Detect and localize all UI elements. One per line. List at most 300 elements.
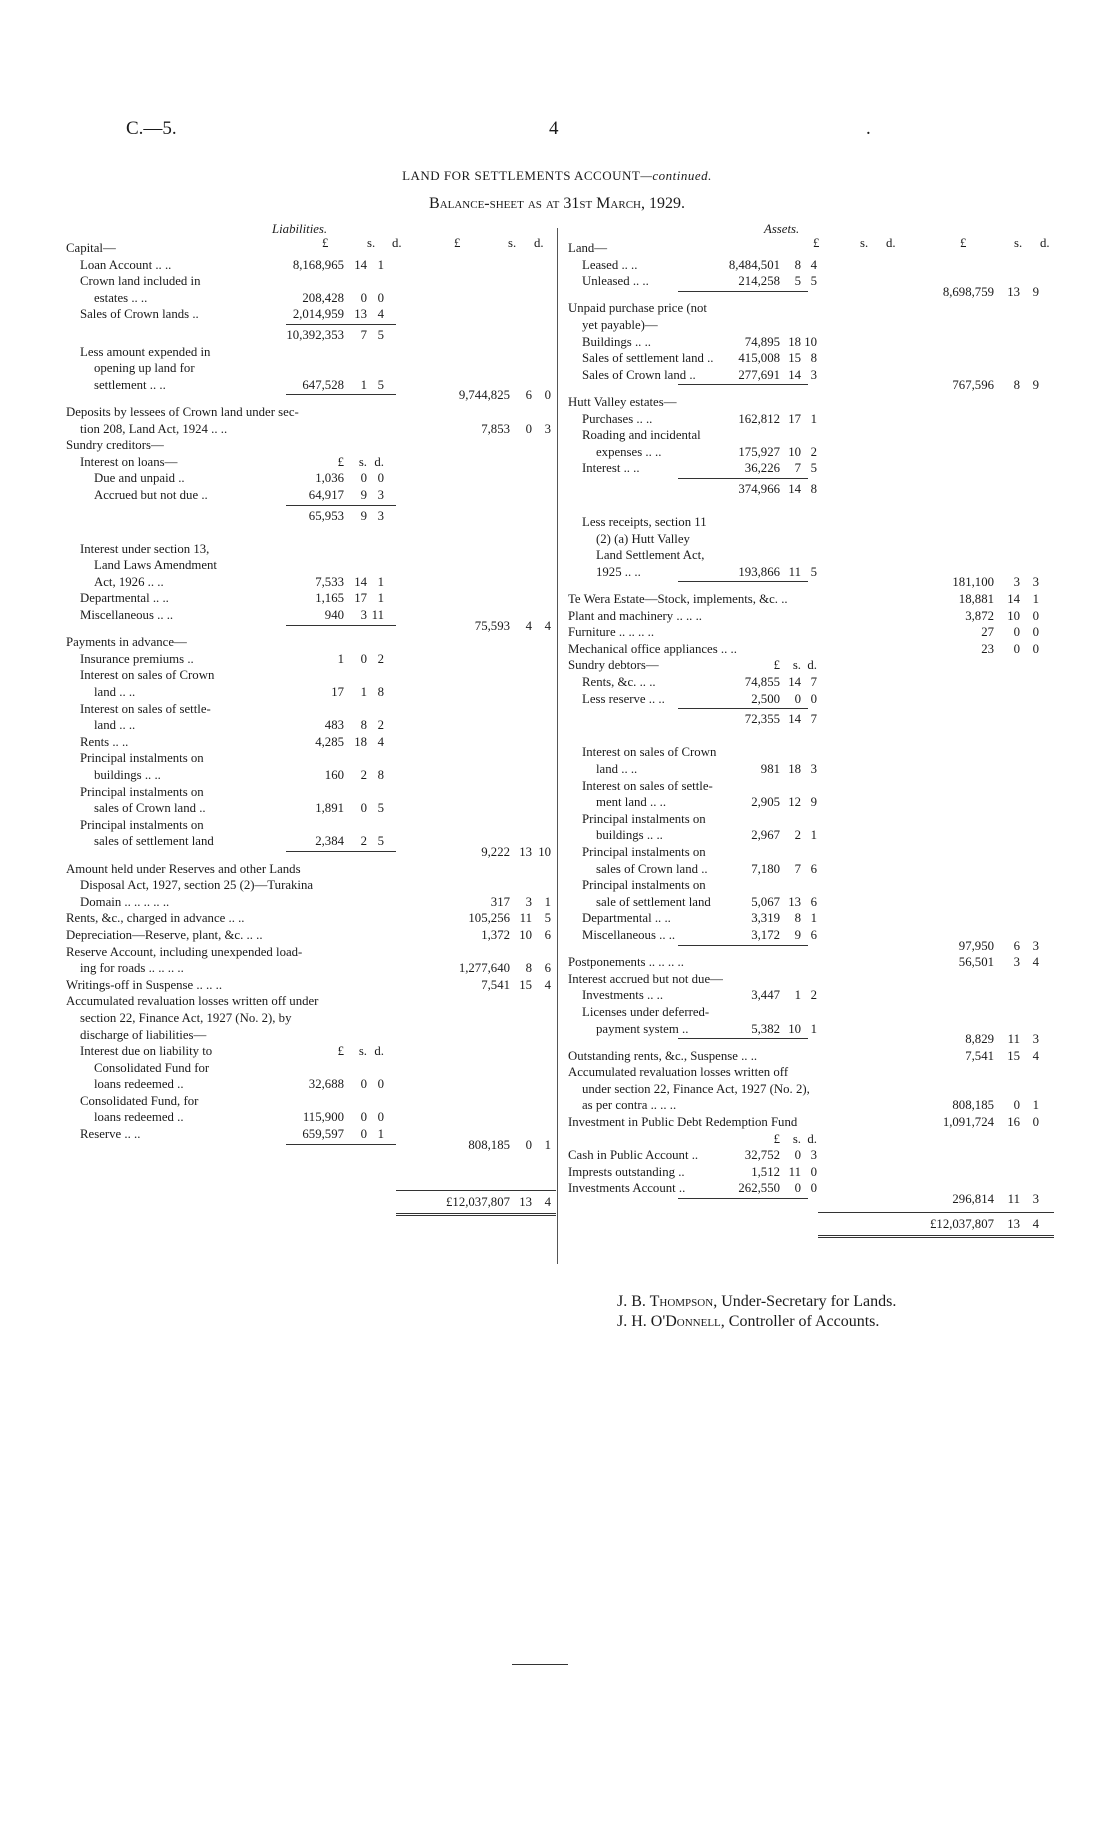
leader-dots: .. .. <box>621 564 641 579</box>
ledger-row <box>66 894 551 911</box>
inner-amount-pounds: 160 <box>324 768 344 782</box>
inner-amount-pence: 3 <box>810 762 817 776</box>
total-amount-pounds: 9,222 <box>481 844 510 859</box>
inner-amount-shillings: 13 <box>354 307 367 322</box>
inner-amount-pounds: 659,597 <box>302 1127 344 1142</box>
ledger-row <box>66 1170 546 1187</box>
row-label: Sales of Crown lands .. <box>80 307 199 322</box>
row-label: Imprests outstanding .. <box>568 1164 685 1179</box>
grand-total-amount-pence: 4 <box>544 1195 551 1210</box>
row-label: Disposal Act, 1927, section 25 (2)—Turakina <box>80 878 314 893</box>
ledger-row <box>568 300 1054 317</box>
total-amount-shillings: 0 <box>1013 1098 1020 1113</box>
ledger-row <box>66 701 546 718</box>
inner-amount-pence: 8 <box>377 768 384 782</box>
inner-amount-pence: 3 <box>810 1148 817 1163</box>
ledger-row <box>568 894 1054 911</box>
row-label: Rents .. .. <box>80 734 129 749</box>
total-amount-shillings: 13 <box>1007 284 1020 299</box>
ledger-row <box>568 794 1054 811</box>
inner-currency-head-shillings: s. <box>792 658 801 673</box>
ledger-row <box>66 960 551 977</box>
row-label: section 22, Finance Act, 1927 (No. 2), by <box>80 1010 292 1025</box>
ledger-row <box>568 257 1054 274</box>
inner-amount-pence: 6 <box>810 894 817 909</box>
total-amount-pounds: 23 <box>981 641 994 656</box>
inner-amount-shillings: 3 <box>360 608 367 623</box>
ledger-row <box>66 290 546 307</box>
total-amount-shillings: 16 <box>1007 1115 1020 1130</box>
row-label: Principal instalments on <box>80 817 204 832</box>
inner-amount-pounds: 64,917 <box>308 487 344 502</box>
footer-rule <box>512 1664 568 1665</box>
ledger-row <box>66 1153 546 1170</box>
leader-dots: .. <box>198 487 208 502</box>
ledger-row <box>66 977 551 994</box>
total-amount-pence: 0 <box>1032 1115 1039 1130</box>
inner-amount-pounds: 1,036 <box>315 471 344 486</box>
ah-b-s: s. <box>1014 236 1023 250</box>
ledger-row <box>568 1131 1054 1148</box>
ledger-row <box>66 784 546 801</box>
ledger-row <box>568 1147 1054 1164</box>
leader-dots: .. <box>173 1110 184 1125</box>
inner-amount-pence: 5 <box>377 327 384 342</box>
inner-amount-shillings: 12 <box>788 795 801 810</box>
inner-amount-pounds: 415,008 <box>738 351 780 366</box>
ledger-row <box>66 404 546 421</box>
ledger-row <box>568 744 1054 761</box>
inner-amount-shillings: 8 <box>794 257 801 272</box>
ledger-row <box>568 608 1054 625</box>
inner-amount-shillings: 11 <box>788 564 801 579</box>
inner-amount-shillings: 17 <box>354 591 367 606</box>
row-label: Accrued but not due .. <box>94 487 208 502</box>
inner-amount-pounds: 74,895 <box>744 334 780 349</box>
page-ref: C.—5. <box>126 118 177 139</box>
total-amount-pence: 1 <box>544 894 551 909</box>
ledger-row <box>66 684 546 701</box>
rule-row <box>66 1186 546 1194</box>
inner-currency-head-pence: d. <box>374 1044 384 1059</box>
leader-dots: .. .. <box>655 927 676 942</box>
row-label: Interest on sales of settle- <box>582 778 713 793</box>
total-amount-pounds: 1,091,724 <box>942 1115 994 1130</box>
row-label: Less reserve .. .. <box>582 691 665 706</box>
row-label: expenses .. .. <box>596 444 662 459</box>
leader-dots: .. .. <box>620 461 640 476</box>
row-label: Less receipts, section 11 <box>582 515 707 530</box>
ledger-row <box>66 306 546 323</box>
grand-total-amount-pounds: £12,037,807 <box>930 1216 994 1231</box>
inner-amount-shillings: 0 <box>794 691 801 706</box>
subtotal-row <box>568 1031 1054 1048</box>
inner-amount-pounds: 65,953 <box>308 508 344 523</box>
row-label: Writings-off in Suspense .. .. .. <box>66 977 223 992</box>
ledger-row <box>66 927 551 944</box>
row-label: Interest under section 13, <box>80 541 210 556</box>
inner-amount-pence: 0 <box>377 471 384 486</box>
total-amount-shillings: 0 <box>525 421 532 436</box>
total-amount-shillings: 15 <box>519 977 532 992</box>
inner-amount-shillings: 10 <box>788 444 801 459</box>
total-amount-shillings: 10 <box>1007 608 1020 623</box>
leader-dots: .. .. .. .. <box>145 961 184 976</box>
lh-a-d: d. <box>392 236 402 250</box>
inner-amount-pounds: 2,014,959 <box>292 307 344 322</box>
ledger-row <box>66 910 551 927</box>
inner-amount-pounds: 277,691 <box>738 367 780 382</box>
grand-total-rule <box>818 1212 1054 1213</box>
inner-amount-shillings: 0 <box>794 1148 801 1163</box>
leader-dots: .. .. <box>646 795 667 810</box>
inner-amount-pence: 0 <box>377 290 384 305</box>
total-amount-pence: 3 <box>1032 1032 1039 1047</box>
total-amount-shillings: 0 <box>1013 625 1020 640</box>
ledger-row <box>66 327 546 344</box>
inner-amount-pounds: 32,688 <box>308 1077 344 1092</box>
total-amount-shillings: 0 <box>525 1137 532 1152</box>
row-label: Principal instalments on <box>582 811 706 826</box>
ledger-row <box>568 691 1054 708</box>
ah-b-d: d. <box>1040 236 1050 250</box>
signature-thompson-name: J. B. Thompson <box>617 1293 714 1310</box>
inner-amount-shillings: 0 <box>360 801 367 816</box>
inner-amount-pounds: 374,966 <box>738 481 780 496</box>
ledger-row <box>66 574 546 591</box>
inner-amount-pounds: 4,285 <box>315 734 344 749</box>
row-label: Rents, &c. .. .. <box>582 675 656 690</box>
total-amount-pence: 6 <box>544 927 551 942</box>
leader-dots: .. <box>189 307 199 322</box>
grand-total-amount-pounds: £12,037,807 <box>446 1195 510 1210</box>
total-amount-pounds: 97,950 <box>958 938 994 953</box>
leader-dots: .. <box>675 1164 685 1179</box>
total-amount-pence: 10 <box>538 844 551 859</box>
inner-amount-shillings: 0 <box>360 471 367 486</box>
total-amount-shillings: 8 <box>1013 378 1020 393</box>
total-amount-shillings: 11 <box>519 911 532 926</box>
leader-dots: .. .. .. <box>647 1098 677 1113</box>
signature-odonnell <box>617 1312 896 1332</box>
inner-amount-pence: 4 <box>810 257 817 272</box>
ledger-row <box>66 470 546 487</box>
signature-thompson-role: , Under-Secretary for Lands. <box>713 1293 897 1310</box>
ledger-row <box>568 954 1054 971</box>
ledger-row <box>568 317 1054 334</box>
row-label: Departmental .. .. <box>582 911 671 926</box>
ledger-row <box>568 728 1054 745</box>
row-label: Sundry creditors— <box>66 438 164 453</box>
inner-amount-pounds: 36,226 <box>744 461 780 476</box>
liabilities-heading: Liabilities. <box>272 222 328 236</box>
signature-block <box>617 1292 896 1332</box>
account-title-text: LAND FOR SETTLEMENTS ACCOUNT <box>402 168 641 183</box>
total-amount-shillings: 3 <box>1013 955 1020 970</box>
row-label: Plant and machinery .. .. .. <box>568 608 702 623</box>
ledger-row <box>66 524 546 541</box>
leader-dots: .. .. <box>109 734 129 749</box>
ledger-row <box>66 717 546 734</box>
column-divider <box>557 228 558 1264</box>
row-label: Interest accrued but not due— <box>568 971 723 986</box>
ledger-row <box>66 767 546 784</box>
row-label: Reserve .. .. <box>80 1127 141 1142</box>
ledger-row <box>66 1043 546 1060</box>
row-label: Sales of settlement land .. <box>582 351 714 366</box>
ledger-row <box>568 394 1054 411</box>
ledger-row <box>66 800 546 817</box>
total-amount-pence: 3 <box>1032 575 1039 590</box>
row-label: Buildings .. .. <box>582 334 651 349</box>
row-label: land .. .. <box>94 685 136 700</box>
ledger-row <box>66 240 546 257</box>
inner-amount-pounds: 1,165 <box>315 591 344 606</box>
ledger-row <box>66 541 546 558</box>
ledger-row <box>568 1048 1054 1065</box>
inner-currency-head-pounds: £ <box>773 658 780 673</box>
row-label: Land— <box>568 241 608 255</box>
row-label: Amount held under Reserves and other Lands <box>66 861 301 876</box>
row-label: Sundry debtors— <box>568 658 659 673</box>
ah-b-pound: £ <box>960 236 967 250</box>
row-label: Roading and incidental <box>582 428 701 443</box>
leader-dots: .. .. <box>618 762 638 776</box>
row-label: Less amount expended in <box>80 344 211 359</box>
ledger-row <box>66 487 546 504</box>
total-amount-pounds: 317 <box>490 894 510 909</box>
ledger-row <box>66 1076 546 1093</box>
ledger-row <box>568 498 1054 515</box>
inner-amount-shillings: 8 <box>794 911 801 926</box>
inner-amount-pence: 1 <box>810 911 817 926</box>
grand-total-amount-pence: 4 <box>1032 1216 1039 1231</box>
ledger-row <box>568 1164 1054 1181</box>
total-amount-pounds: 9,744,825 <box>458 388 510 403</box>
leader-dots: .. <box>184 651 194 666</box>
row-label: Consolidated Fund for <box>94 1060 210 1075</box>
ledger-row <box>568 514 1054 531</box>
leader-dots: .. .. <box>141 768 161 782</box>
grand-total-rule <box>396 1190 556 1191</box>
row-label: (2) (a) Hutt Valley <box>596 531 690 546</box>
row-label: Departmental .. .. <box>80 591 169 606</box>
inner-amount-pounds: 208,428 <box>302 290 344 305</box>
ledger-row <box>66 944 546 961</box>
inner-amount-shillings: 9 <box>794 927 801 942</box>
inner-amount-pence: 0 <box>377 1077 384 1092</box>
leader-dots: .. .. .. <box>193 977 223 992</box>
inner-amount-pence: 2 <box>377 718 384 733</box>
total-amount-shillings: 6 <box>1013 938 1020 953</box>
assets-heading: Assets. <box>764 222 800 236</box>
inner-currency-head-pence: d. <box>374 454 384 469</box>
row-label: Principal instalments on <box>582 878 706 893</box>
inner-amount-pence: 1 <box>377 257 384 272</box>
row-label: Postponements .. .. .. .. <box>568 955 684 970</box>
row-label: settlement .. .. <box>94 377 166 392</box>
inner-currency-head-pounds: £ <box>337 454 344 469</box>
ledger-row <box>66 734 546 751</box>
row-label: buildings .. .. <box>94 768 161 782</box>
ledger-row <box>568 547 1054 564</box>
inner-amount-shillings: 8 <box>360 718 367 733</box>
ledger-row <box>568 971 1054 988</box>
row-label: Domain .. .. .. .. .. <box>80 894 170 909</box>
ledger-row <box>568 827 1054 844</box>
inner-amount-pounds: 940 <box>324 608 344 623</box>
inner-amount-shillings: 0 <box>794 1181 801 1196</box>
row-label: Miscellaneous .. .. <box>582 927 676 942</box>
total-amount-pence: 4 <box>1032 1048 1039 1063</box>
inner-amount-shillings: 14 <box>354 574 367 589</box>
inner-amount-pounds: 3,319 <box>751 911 780 926</box>
leader-dots: .. <box>675 1181 686 1196</box>
leader-dots: .. .. <box>645 691 665 706</box>
row-label: Principal instalments on <box>582 844 706 859</box>
signature-odonnell-name: J. H. O'Donnell <box>617 1313 721 1330</box>
row-label: Interest .. .. <box>582 461 640 476</box>
leader-dots: .. .. <box>643 988 664 1003</box>
header-dot: . <box>866 118 871 139</box>
row-label: Miscellaneous .. .. <box>80 608 174 623</box>
row-label: land .. .. <box>596 762 638 776</box>
subtotal-row <box>66 1137 551 1154</box>
leader-dots: .. .. <box>146 377 166 392</box>
ledger-row <box>568 240 1054 257</box>
total-amount-shillings: 10 <box>519 927 532 942</box>
inner-amount-pounds: 175,927 <box>738 444 780 459</box>
total-amount-pounds: 3,872 <box>965 608 994 623</box>
inner-amount-pence: 5 <box>377 377 384 392</box>
ledger-row <box>66 861 546 878</box>
inner-amount-shillings: 14 <box>788 367 801 382</box>
inner-amount-pence: 2 <box>810 988 817 1003</box>
inner-amount-pence: 0 <box>810 1181 817 1196</box>
leader-dots: .. .. .. <box>673 608 702 623</box>
inner-amount-pence: 4 <box>377 734 384 749</box>
total-amount-pence: 3 <box>1032 938 1039 953</box>
leader-dots: .. .. <box>121 1127 141 1142</box>
double-underline <box>818 1235 1054 1241</box>
lh-a-s: s. <box>367 236 376 250</box>
ledger-row <box>568 1064 1054 1081</box>
inner-amount-pence: 7 <box>810 712 817 727</box>
total-amount-pounds: 181,100 <box>952 575 994 590</box>
leader-dots: .. <box>688 1148 699 1163</box>
ledger-row <box>66 993 546 1010</box>
ledger-row <box>66 344 546 361</box>
ledger-row <box>66 557 546 574</box>
rule-row <box>568 1208 1054 1216</box>
total-amount-pounds: 808,185 <box>468 1137 510 1152</box>
inner-amount-pence: 8 <box>810 481 817 496</box>
total-amount-pounds: 1,372 <box>481 927 510 942</box>
ledger-row <box>568 591 1054 608</box>
ledger-row <box>568 334 1054 351</box>
total-amount-pence: 0 <box>544 388 551 403</box>
total-amount-pounds: 75,593 <box>474 618 510 633</box>
inner-amount-shillings: 14 <box>788 675 801 690</box>
account-title <box>0 168 1114 184</box>
total-amount-pence: 4 <box>544 618 551 633</box>
inner-amount-pence: 1 <box>810 828 817 843</box>
total-amount-pence: 1 <box>544 1137 551 1152</box>
total-amount-pence: 9 <box>1032 378 1039 393</box>
inner-amount-shillings: 14 <box>354 257 367 272</box>
ledger-row <box>568 657 1054 674</box>
row-label: 1925 .. .. <box>596 564 641 579</box>
total-amount-pounds: 27 <box>981 625 994 640</box>
leader-dots: .. .. .. .. .. <box>121 894 170 909</box>
subtotal-row <box>568 377 1054 394</box>
total-amount-pounds: 7,541 <box>481 977 510 992</box>
inner-amount-pence: 5 <box>377 801 384 816</box>
row-label: Act, 1926 .. .. <box>94 574 164 589</box>
inner-amount-shillings: 13 <box>788 894 801 909</box>
inner-amount-pounds: 17 <box>331 685 344 700</box>
total-amount-shillings: 3 <box>525 894 532 909</box>
total-amount-shillings: 0 <box>1013 641 1020 656</box>
inner-amount-pounds: 7,533 <box>315 574 344 589</box>
row-label: sales of Crown land .. <box>596 861 708 876</box>
row-label: Insurance premiums .. <box>80 651 194 666</box>
inner-amount-pounds: 1,891 <box>315 801 344 816</box>
inner-amount-shillings: 5 <box>794 274 801 289</box>
lh-a-pound: £ <box>322 236 329 250</box>
inner-amount-pounds: 2,500 <box>751 691 780 706</box>
ledger-row <box>568 641 1054 658</box>
total-amount-pence: 9 <box>1032 284 1039 299</box>
leader-dots: .. <box>173 1077 184 1092</box>
ah-a-pound: £ <box>813 236 820 250</box>
inner-amount-shillings: 15 <box>788 351 801 366</box>
ledger-row <box>66 1093 546 1110</box>
inner-amount-pounds: 262,550 <box>738 1181 780 1196</box>
subtotal-row <box>66 844 551 861</box>
row-label: sales of Crown land .. <box>94 801 206 816</box>
inner-currency-head-shillings: s. <box>358 1044 367 1059</box>
row-label: Interest on sales of settle- <box>80 701 211 716</box>
inner-amount-shillings: 9 <box>360 487 367 502</box>
leader-dots: .. <box>686 367 696 382</box>
inner-amount-pounds: 162,812 <box>738 411 780 426</box>
total-amount-pence: 1 <box>1032 592 1039 607</box>
lh-b-d: d. <box>534 236 544 250</box>
assets-column <box>568 240 1054 1232</box>
row-label: sale of settlement land <box>596 894 711 909</box>
leader-dots: .. .. <box>737 1048 758 1063</box>
inner-amount-pence: 0 <box>810 691 817 706</box>
leader-dots: .. .. <box>651 911 671 926</box>
inner-amount-pounds: 3,172 <box>751 927 780 942</box>
total-amount-pounds: 767,596 <box>952 378 994 393</box>
total-amount-pounds: 1,277,640 <box>458 961 510 976</box>
inner-amount-pence: 5 <box>377 834 384 849</box>
row-label: sales of settlement land <box>94 834 214 849</box>
inner-amount-pounds: 10,392,353 <box>286 327 344 342</box>
row-label: Rents, &c., charged in advance .. .. <box>66 911 245 926</box>
total-amount-pence: 3 <box>544 421 551 436</box>
subtotal-row <box>568 574 1054 591</box>
inner-amount-pounds: 3,447 <box>751 988 780 1003</box>
inner-amount-pounds: 32,752 <box>744 1148 780 1163</box>
row-label: opening up land for <box>94 361 195 376</box>
subtotal-rule <box>286 324 396 325</box>
inner-amount-pence: 5 <box>810 564 817 579</box>
inner-amount-pence: 0 <box>810 1164 817 1179</box>
inner-amount-pounds: 981 <box>760 762 780 776</box>
